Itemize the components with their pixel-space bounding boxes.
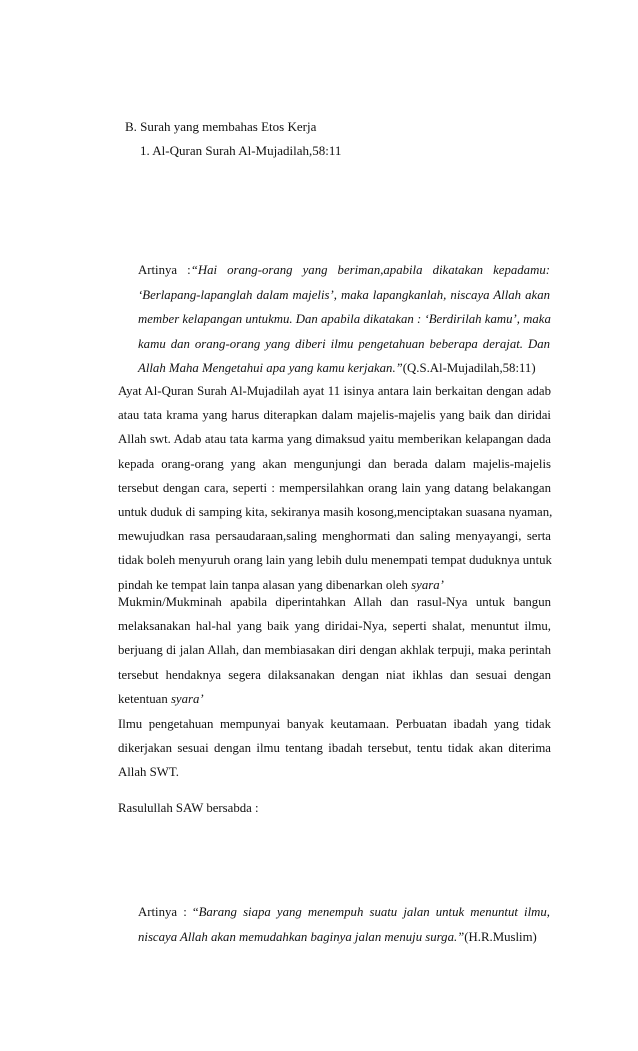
paragraph-line: melaksanakan hal-hal yang baik yang diridai-Nya, seperti shalat, menuntut ilmu, [118, 619, 551, 634]
paragraph-ilmu [118, 712, 551, 785]
quote-citation: (Q.S.Al-Mujadilah,58:11) [402, 361, 536, 376]
paragraph-line: tidak boleh menyuruh orang lain yang lebih dulu menempati tempat duduknya untuk [118, 553, 552, 568]
translation-quote-2 [138, 900, 550, 949]
paragraph-line: ketentuan syara’ [118, 691, 204, 706]
paragraph-line: tersebut dengan cara, seperti : mempersilahkan orang lain yang datang belakangan [118, 480, 551, 495]
paragraph-line: mewujudkan rasa persaudaraan,saling menghormati dan saling menyayangi, serta [118, 529, 551, 544]
quote-line: Artinya : “Barang siapa yang menempuh suatu jalan untuk menuntut ilmu, [138, 905, 550, 919]
paragraph-rasulullah: Rasulullah SAW bersabda : [118, 801, 259, 815]
paragraph-mukmin [118, 590, 551, 711]
paragraph-line: Ilmu pengetahuan mempunyai banyak keutamaan. Perbuatan ibadah yang tidak [118, 717, 551, 731]
paragraph-line: Ayat Al-Quran Surah Al-Mujadilah ayat 11 isinya antara lain berkaitan dengan adab [118, 384, 551, 398]
paragraph-line: Allah SWT. [118, 765, 179, 780]
quote-line: Artinya :“Hai orang-orang yang beriman,apabila dikatakan kepadamu: [138, 263, 550, 277]
translation-quote-1 [138, 258, 550, 381]
paragraph-line: untuk duduk di samping kita, sekiranya masih kosong,menciptakan suasana nyaman, [118, 505, 553, 520]
hadith-citation: (H.R.Muslim) [464, 929, 537, 944]
paragraph-line: tersebut hendaknya segera dilaksanakan dengan niat ikhlas dan sesuai dengan [118, 667, 551, 682]
paragraph-line: berjuang di jalan Allah, dan membiasakan diri dengan akhlak terpuji, maka perintah [118, 643, 551, 658]
quote-line: niscaya Allah akan memudahkan baginya jalan menuju surga.”(H.R.Muslim) [138, 929, 537, 944]
quote-line: ‘Berlapang-lapanglah dalam majelis’, maka lapangkanlah, niscaya Allah akan [138, 287, 550, 302]
paragraph-line: Mukmin/Mukminah apabila diperintahkan Allah dan rasul-Nya untuk bangun [118, 595, 551, 609]
paragraph-line: kepada orang-orang yang akan mengunjungi dan berada dalam majelis-majelis [118, 456, 551, 471]
quote-line: member kelapangan untukmu. Dan apabila dikatakan : ‘Berdirilah kamu’, maka [138, 312, 551, 327]
paragraph-line: pindah ke tempat lain tanpa alasan yang dibenarkan oleh syara’ [118, 577, 444, 592]
list-item-quran-reference: 1. Al-Quran Surah Al-Mujadilah,58:11 [140, 143, 342, 158]
paragraph-line: atau tata krama yang harus diterapkan dalam majelis-majelis yang baik dan diridai [118, 408, 551, 423]
paragraph-line: Allah swt. Adab atau tata karma yang dimaksud yaitu memberikan kelapangan dada [118, 432, 551, 447]
paragraph-line: dikerjakan sesuai dengan ilmu tentang ibadah tersebut, tentu tidak akan diterima [118, 741, 551, 756]
quote-line: Allah Maha Mengetahui apa yang kamu kerjakan.”(Q.S.Al-Mujadilah,58:11) [138, 361, 536, 376]
section-heading: B. Surah yang membahas Etos Kerja [125, 119, 317, 134]
paragraph-adab-majelis [118, 379, 551, 597]
quote-line: kamu dan orang-orang yang diberi ilmu pengetahuan beberapa derajat. Dan [138, 336, 550, 351]
